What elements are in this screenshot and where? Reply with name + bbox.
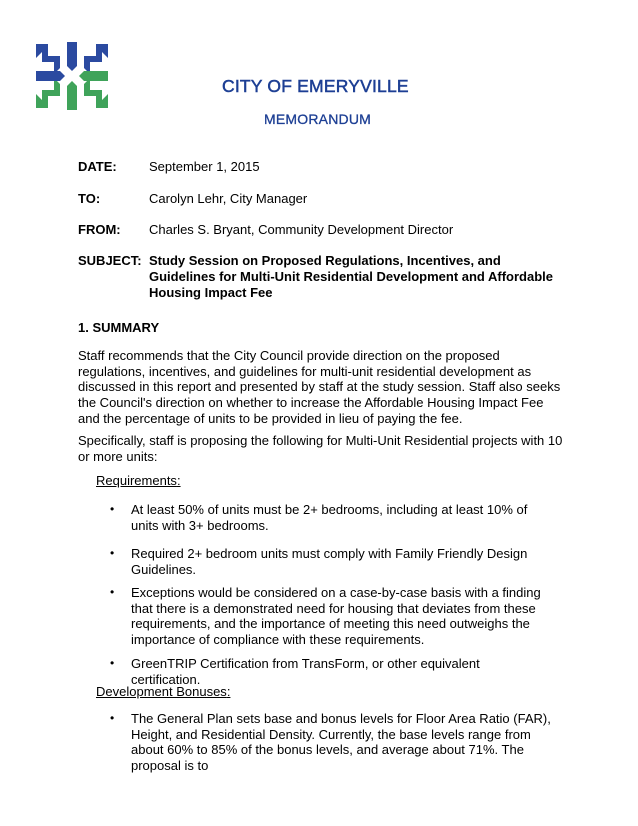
- date-value: September 1, 2015: [149, 159, 260, 174]
- bonuses-heading: Development Bonuses:: [96, 684, 231, 699]
- bullet-icon: •: [110, 711, 115, 725]
- requirements-heading: Requirements:: [96, 473, 181, 488]
- section-title-summary: 1. SUMMARY: [78, 320, 160, 335]
- city-logo-icon: [34, 40, 110, 112]
- org-name: CITY OF EMERYVILLE: [222, 76, 409, 96]
- bullet-icon: •: [110, 546, 115, 560]
- to-label: TO:: [78, 191, 101, 206]
- to-value: Carolyn Lehr, City Manager: [149, 191, 308, 206]
- date-label: DATE:: [78, 159, 117, 174]
- summary-paragraph: Staff recommends that the City Council provide direction on the proposed regulations, incentives, and guidelines for multi-unit residential development as discussed in this report and presented by staff at the study session. Staff also seeks the Council's direction on whether to increase the Affordable Housing Impact Fee and the percentage of units to be provided in lieu of paying the fee.: [78, 348, 561, 426]
- from-label: FROM:: [78, 222, 121, 237]
- subject-value: Study Session on Proposed Regulations, Incentives, and Guidelines for Multi-Unit Residential Development and Affordable Housing Impact Fee: [149, 253, 553, 300]
- doc-type-title: MEMORANDUM: [264, 111, 371, 127]
- scope-paragraph: Specifically, staff is proposing the following for Multi-Unit Residential projects with 10 or more units:: [78, 433, 563, 464]
- bullet-icon: •: [110, 656, 115, 670]
- from-value: Charles S. Bryant, Community Development Director: [149, 222, 454, 237]
- subject-label: SUBJECT:: [78, 253, 142, 268]
- bullet-icon: •: [110, 502, 115, 516]
- bullet-icon: •: [110, 585, 115, 599]
